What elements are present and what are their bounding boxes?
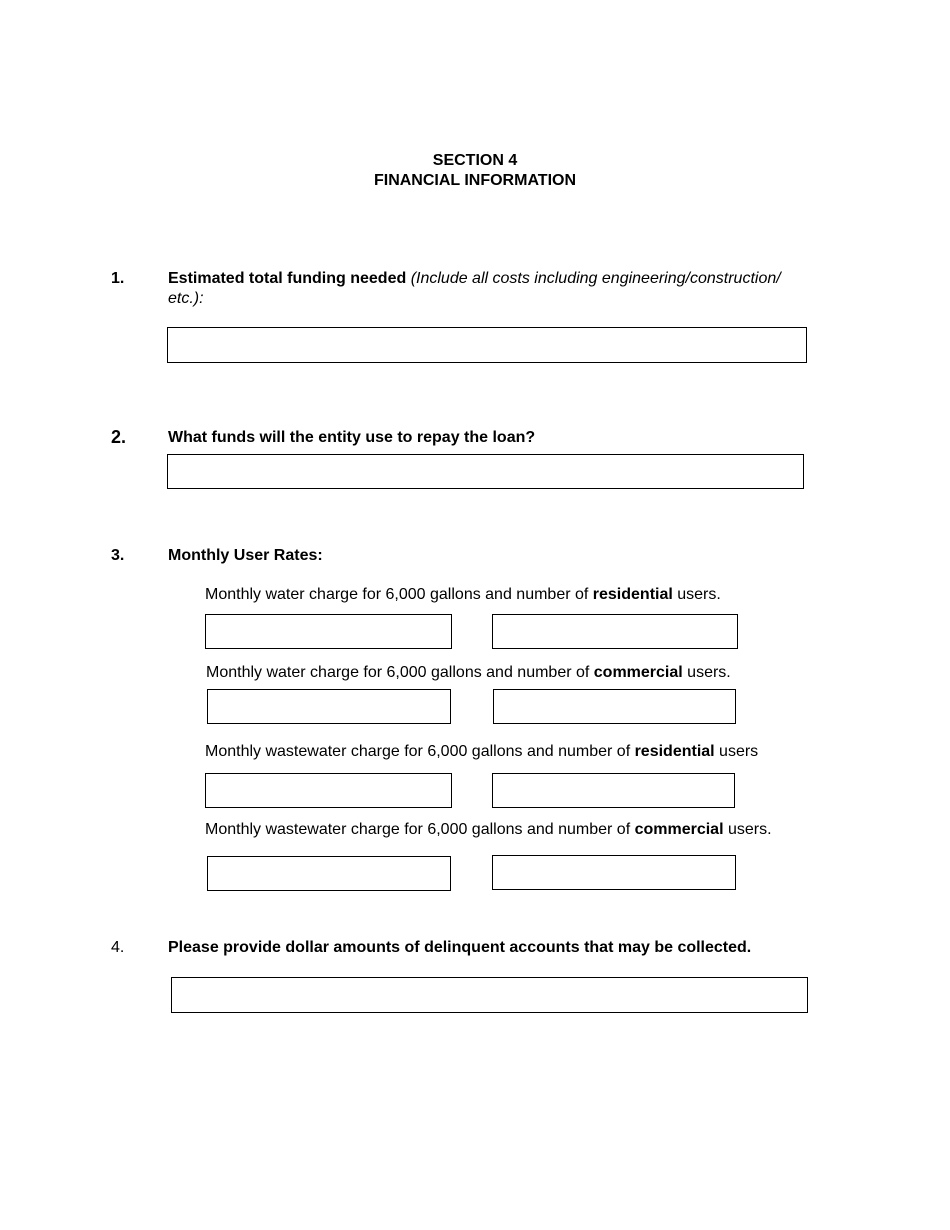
question-3-number: 3.: [111, 547, 125, 564]
water-commercial-users-input[interactable]: [493, 689, 736, 724]
question-1-number: 1.: [111, 270, 125, 287]
water-residential-users-input[interactable]: [492, 614, 738, 649]
question-1-label-continued: [168, 289, 204, 309]
wastewater-commercial-users-input[interactable]: [492, 855, 736, 890]
question-2-number: 2.: [111, 427, 127, 447]
rate-wastewater-residential-suffix: users: [714, 743, 759, 760]
rate-water-residential-label: [205, 585, 721, 605]
rate-wastewater-commercial-emphasis: commercial: [634, 821, 724, 838]
wastewater-commercial-charge-input[interactable]: [207, 856, 451, 891]
rate-water-commercial-suffix: users.: [682, 664, 731, 681]
question-2-label: [168, 428, 535, 448]
question-3-label: [168, 546, 323, 566]
rate-water-commercial-text: Monthly water charge for 6,000 gallons and number of: [206, 664, 594, 681]
delinquent-accounts-input[interactable]: [171, 977, 808, 1013]
wastewater-residential-charge-input[interactable]: [205, 773, 452, 808]
question-2-label-bold: What funds will the entity use to repay the loan?: [168, 429, 536, 446]
rate-wastewater-residential-label: [205, 742, 758, 762]
question-1-label-note-line1: (Include all costs including engineering/construction/: [410, 270, 781, 287]
rate-water-commercial-emphasis: commercial: [593, 664, 683, 681]
question-1-label-note-line2: etc.):: [168, 290, 204, 307]
water-residential-charge-input[interactable]: [205, 614, 452, 649]
question-4-label-bold: Please provide dollar amounts of delinquent accounts that may be collected.: [168, 939, 752, 956]
rate-wastewater-commercial-label: [205, 820, 772, 840]
estimated-funding-input[interactable]: [167, 327, 807, 363]
question-4-label: [168, 938, 751, 958]
section-title: FINANCIAL INFORMATION: [373, 172, 577, 189]
rate-water-residential-suffix: users.: [672, 586, 721, 603]
water-commercial-charge-input[interactable]: [207, 689, 451, 724]
wastewater-residential-users-input[interactable]: [492, 773, 735, 808]
question-1-label-bold: Estimated total funding needed: [168, 270, 407, 287]
rate-wastewater-residential-emphasis: residential: [634, 743, 715, 760]
question-1-label: [168, 269, 848, 289]
question-3-label-bold: Monthly User Rates:: [168, 547, 323, 564]
section-number: SECTION 4: [432, 152, 518, 169]
question-4-number: 4.: [111, 939, 125, 956]
rate-water-residential-emphasis: residential: [592, 586, 673, 603]
rate-water-commercial-label: [206, 663, 731, 683]
rate-water-residential-text: Monthly water charge for 6,000 gallons and number of: [205, 586, 593, 603]
rate-wastewater-residential-text: Monthly wastewater charge for 6,000 gallons and number of: [205, 743, 635, 760]
rate-wastewater-commercial-suffix: users.: [723, 821, 772, 838]
rate-wastewater-commercial-text: Monthly wastewater charge for 6,000 gallons and number of: [205, 821, 635, 838]
repayment-funds-input[interactable]: [167, 454, 804, 489]
